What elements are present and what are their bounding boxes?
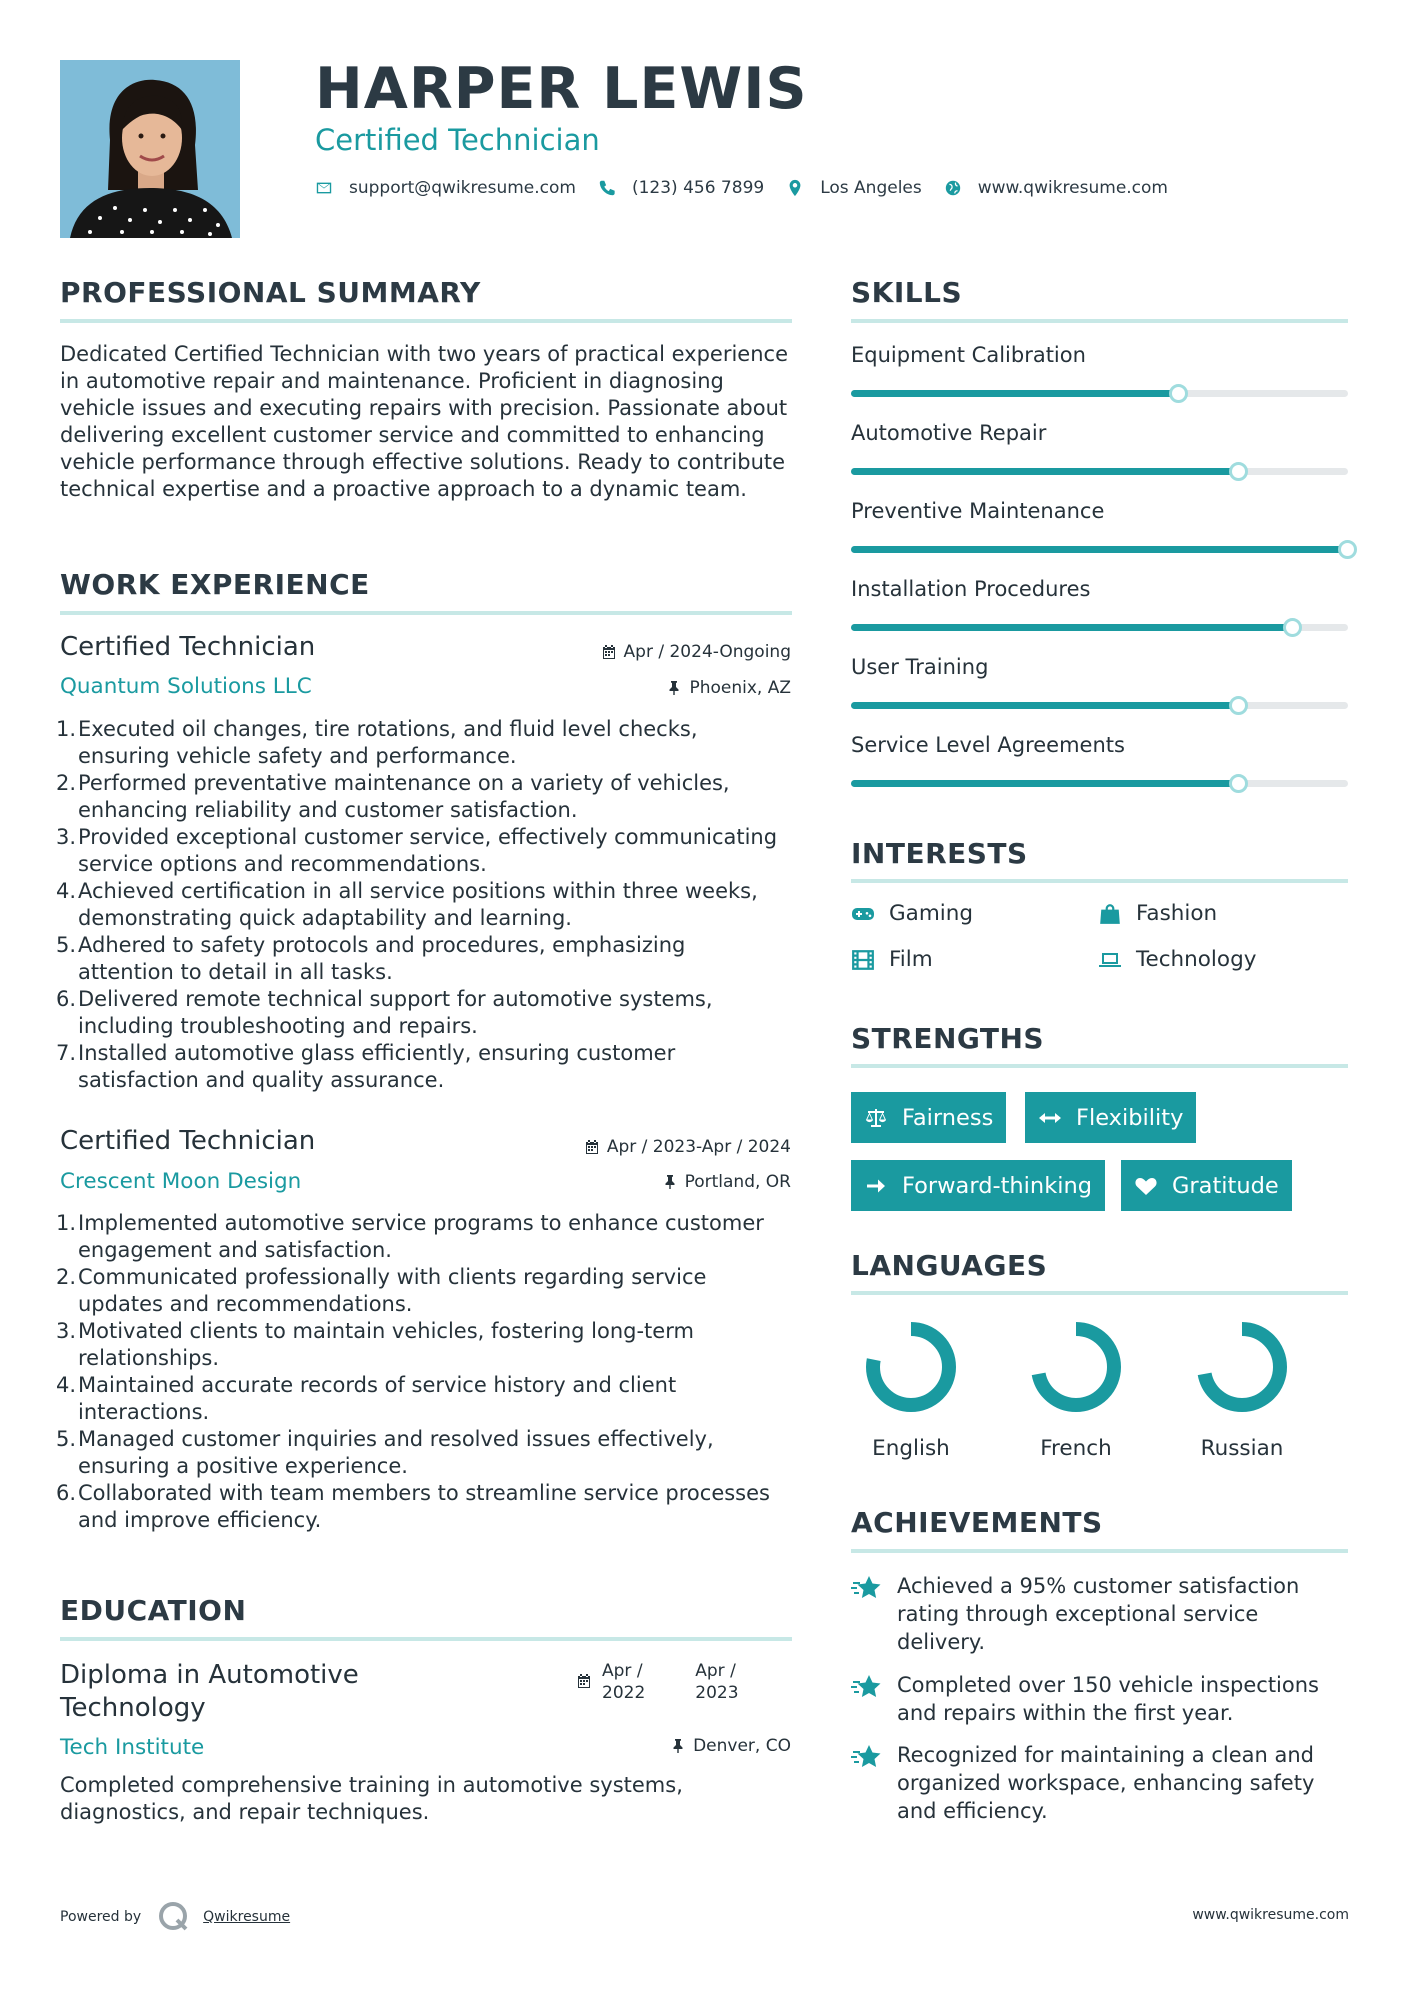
language-english — [846, 1320, 976, 1461]
qwikresume-link[interactable]: Qwikresume — [203, 1909, 291, 1925]
laptop-icon — [1098, 949, 1122, 971]
strength-badge-fairness: Fairness — [851, 1092, 1006, 1143]
balance-scale-icon — [864, 1107, 888, 1129]
skill-bar-fill — [851, 390, 1179, 397]
skill-bar-knob — [1169, 384, 1188, 403]
list-item: 4. Maintained accurate records of service history and client interactions. — [55, 1373, 677, 1424]
skill-bar-fill — [851, 468, 1239, 475]
education-heading: EDUCATION — [60, 1594, 247, 1627]
job-company: Crescent Moon Design — [60, 1169, 302, 1194]
job-dates-text: Apr / 2023-Apr / 2024 — [606, 1137, 791, 1157]
film-icon — [851, 949, 875, 971]
degree-title: Diploma in Automotive Technology — [60, 1660, 359, 1723]
job-title: Certified Technician — [60, 1126, 316, 1156]
education-location: Denver, CO — [670, 1736, 791, 1756]
list-item: 3. Provided exceptional customer service, effectively communicating service options and recommendations. — [55, 825, 778, 876]
experience-heading: WORK EXPERIENCE — [60, 568, 370, 601]
arrows-horizontal-icon — [1038, 1107, 1062, 1129]
list-item: 5. Adhered to safety protocols and procedures, emphasizing attention to detail in all tasks. — [55, 933, 686, 984]
list-item: 6. Collaborated with team members to streamline service processes and improve efficiency. — [55, 1481, 770, 1532]
list-item: 5. Managed customer inquiries and resolved issues effectively, ensuring a positive experience. — [55, 1427, 714, 1478]
skill-label: Equipment Calibration — [851, 343, 1086, 367]
skill-label: Service Level Agreements — [851, 733, 1125, 757]
language-name: English — [872, 1436, 950, 1461]
list-item: 6. Delivered remote technical support for automotive systems, including troubleshooting and repairs. — [55, 987, 713, 1038]
language-ring — [1195, 1320, 1289, 1414]
skill-bar — [851, 546, 1348, 553]
skill-bar-knob — [1229, 462, 1248, 481]
job-duties-list — [55, 716, 780, 1094]
job-location-text: Phoenix, AZ — [689, 678, 791, 698]
job-location-text: Portland, OR — [684, 1172, 791, 1192]
education-dates — [576, 1660, 739, 1704]
achievement-item: Recognized for maintaining a clean and organized workspace, enhancing safety and efficiency. — [851, 1741, 1351, 1825]
strength-badge-gratitude: Gratitude — [1121, 1160, 1292, 1211]
star-icon — [851, 1673, 883, 1701]
list-item: 1. Implemented automotive service programs to enhance customer engagement and satisfaction. — [55, 1211, 764, 1262]
skill-bar-knob — [1283, 618, 1302, 637]
contact-location — [786, 178, 922, 198]
skill-label: Preventive Maintenance — [851, 499, 1105, 523]
achievements-divider — [851, 1549, 1348, 1553]
heart-icon — [1134, 1175, 1158, 1197]
map-marker-icon — [786, 179, 804, 197]
calendar-icon — [584, 1139, 600, 1155]
skill-label: Installation Procedures — [851, 577, 1091, 601]
skill-bar-fill — [851, 546, 1348, 553]
star-icon — [851, 1574, 883, 1602]
strength-badge-flexibility: Flexibility — [1025, 1092, 1196, 1143]
interests-divider — [851, 879, 1348, 883]
skill-bar — [851, 624, 1348, 631]
languages-heading: LANGUAGES — [851, 1249, 1048, 1282]
skills-heading: SKILLS — [851, 276, 963, 309]
footer-powered-by: Powered by Qwikresume — [60, 1900, 290, 1934]
interest-film: Film — [851, 947, 933, 972]
skill-bar — [851, 780, 1348, 787]
list-item: 1. Executed oil changes, tire rotations, and fluid level checks, ensuring vehicle safety and performance. — [55, 717, 698, 768]
interest-gaming: Gaming — [851, 901, 973, 926]
job-dates — [601, 642, 791, 662]
interest-technology: Technology — [1098, 947, 1256, 972]
strengths-heading: STRENGTHS — [851, 1022, 1045, 1055]
profile-photo — [60, 60, 240, 238]
skill-label: User Training — [851, 655, 989, 679]
candidate-title: Certified Technician — [315, 123, 600, 157]
globe-icon — [944, 179, 962, 197]
job-duties-list — [55, 1210, 780, 1534]
job-dates — [584, 1137, 791, 1157]
list-item: 7. Installed automotive glass efficiently, ensuring customer satisfaction and quality assurance. — [55, 1041, 676, 1092]
summary-divider — [60, 319, 792, 323]
arrow-right-icon — [864, 1175, 888, 1197]
school-name: Tech Institute — [60, 1735, 205, 1760]
language-french — [1011, 1320, 1141, 1461]
education-divider — [60, 1637, 792, 1641]
skill-bar — [851, 468, 1348, 475]
shopping-bag-icon — [1098, 903, 1122, 925]
language-ring — [864, 1320, 958, 1414]
qwikresume-logo-icon — [157, 1900, 191, 1934]
email-text: support@qwikresume.com — [349, 178, 576, 198]
language-name: French — [1040, 1436, 1112, 1461]
interests-heading: INTERESTS — [851, 837, 1028, 870]
job-title: Certified Technician — [60, 632, 316, 662]
language-name: Russian — [1200, 1436, 1284, 1461]
contact-phone[interactable] — [598, 178, 764, 198]
achievements-heading: ACHIEVEMENTS — [851, 1506, 1103, 1539]
language-russian — [1177, 1320, 1307, 1461]
skill-bar-fill — [851, 780, 1239, 787]
achievement-item: Completed over 150 vehicle inspections and repairs within the first year. — [851, 1671, 1351, 1727]
list-item: 2. Communicated professionally with clients regarding service updates and recommendations. — [55, 1265, 707, 1316]
education-end-date: Apr / 2023 — [695, 1661, 739, 1703]
achievement-item: Achieved a 95% customer satisfaction rating through exceptional service delivery. — [851, 1572, 1351, 1656]
contact-bar — [315, 178, 1190, 198]
footer-website[interactable]: www.qwikresume.com — [1192, 1907, 1349, 1923]
envelope-icon — [315, 179, 333, 197]
skill-bar — [851, 702, 1348, 709]
location-text: Los Angeles — [820, 178, 922, 198]
summary-text: Dedicated Certified Technician with two years of practical experience in automotive repair and maintenance. Proficient in diagnosing vehicle issues and executing repairs with precision. Passionate about delivering excellent customer service and committed to enhancing vehicle performance through effective solutions. Ready to contribute technical expertise and a proactive approach to a dynamic team. — [60, 342, 788, 501]
skills-divider — [851, 319, 1348, 323]
calendar-icon — [576, 1673, 592, 1689]
languages-divider — [851, 1291, 1348, 1295]
skill-bar — [851, 390, 1348, 397]
education-description: Completed comprehensive training in automotive systems, diagnostics, and repair techniques. — [60, 1773, 683, 1824]
gamepad-icon — [851, 903, 875, 925]
skill-bar-fill — [851, 702, 1239, 709]
interest-fashion: Fashion — [1098, 901, 1217, 926]
skill-label: Automotive Repair — [851, 421, 1047, 445]
list-item: 2. Performed preventative maintenance on a variety of vehicles, enhancing reliability and customer satisfaction. — [55, 771, 730, 822]
job-location — [666, 678, 791, 698]
skill-bar-knob — [1229, 696, 1248, 715]
list-item: 4. Achieved certification in all service positions within three weeks, demonstrating quick adaptability and learning. — [55, 879, 758, 930]
contact-website[interactable] — [944, 178, 1168, 198]
contact-email[interactable] — [315, 178, 576, 198]
candidate-name: HARPER LEWIS — [315, 56, 808, 122]
job-company: Quantum Solutions LLC — [60, 674, 312, 699]
experience-divider — [60, 611, 792, 615]
phone-icon — [598, 179, 616, 197]
star-icon — [851, 1743, 883, 1771]
pushpin-icon — [666, 680, 682, 696]
skill-bar-knob — [1338, 540, 1357, 559]
pushpin-icon — [662, 1174, 678, 1190]
strength-badge-forward-thinking: Forward-thinking — [851, 1160, 1105, 1211]
list-item: 3. Motivated clients to maintain vehicles, fostering long-term relationships. — [55, 1319, 694, 1370]
phone-text: (123) 456 7899 — [631, 178, 765, 198]
calendar-icon — [601, 644, 617, 660]
language-ring — [1029, 1320, 1123, 1414]
strengths-divider — [851, 1064, 1348, 1068]
education-start-date: Apr / 2022 — [602, 1661, 646, 1703]
pushpin-icon — [670, 1738, 686, 1754]
summary-heading: PROFESSIONAL SUMMARY — [60, 276, 481, 309]
job-location — [662, 1172, 791, 1192]
skill-bar-knob — [1229, 774, 1248, 793]
website-text: www.qwikresume.com — [977, 178, 1168, 198]
skill-bar-fill — [851, 624, 1293, 631]
job-dates-text: Apr / 2024-Ongoing — [623, 642, 791, 662]
